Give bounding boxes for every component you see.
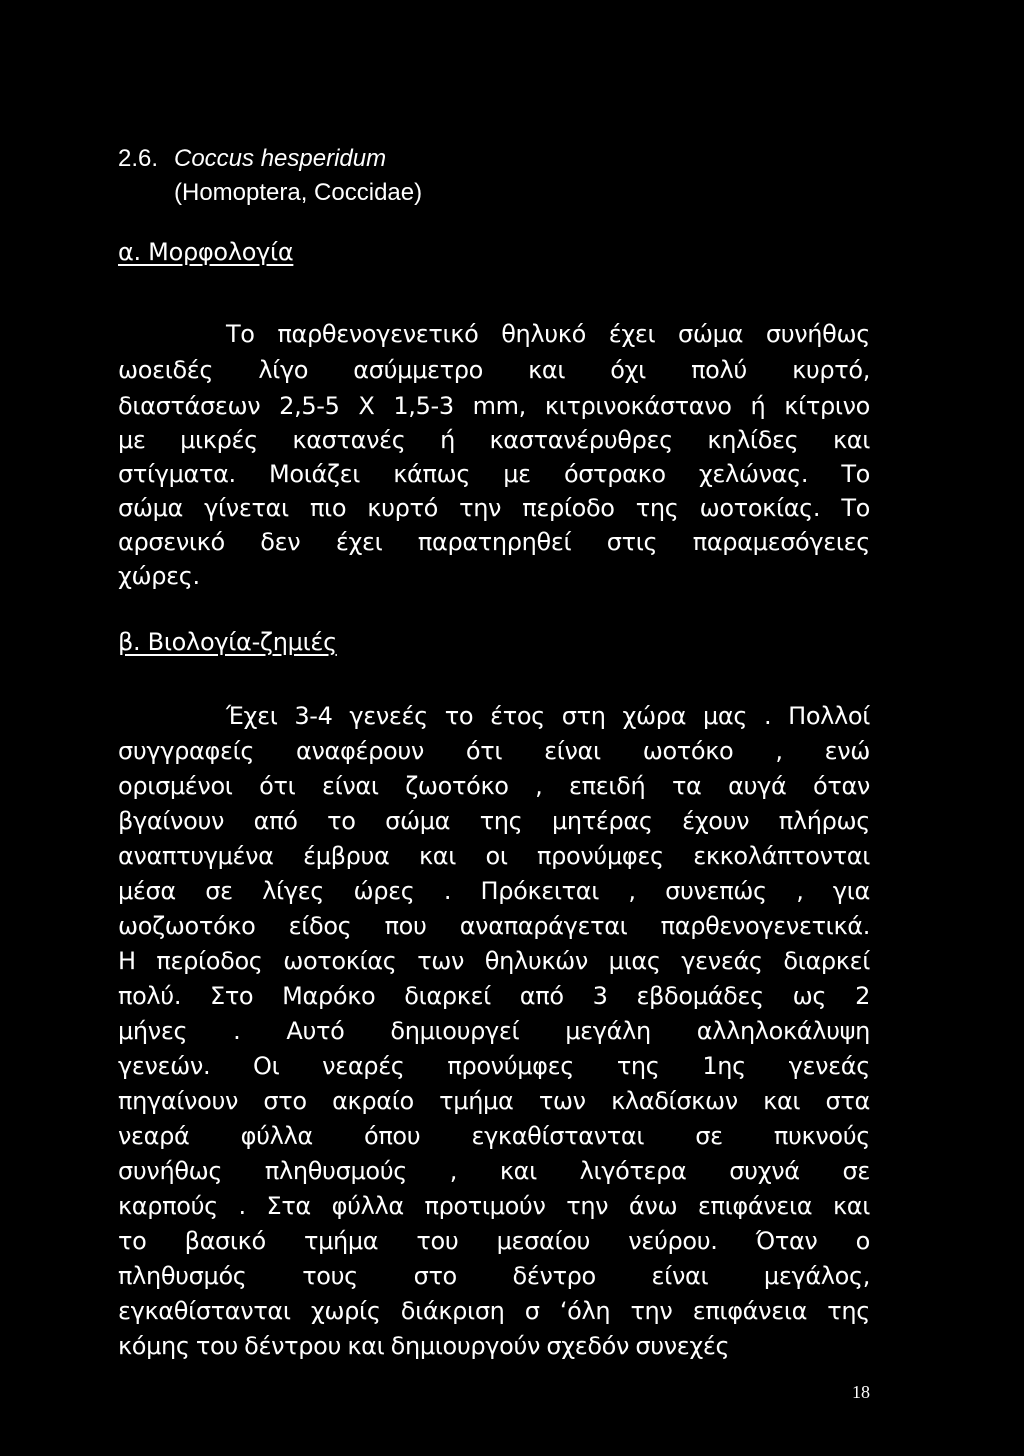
text-line: ωοζωοτόκο είδος που αναπαράγεται παρθενογενετικά. xyxy=(118,912,870,940)
section-number: 2.6. xyxy=(118,145,159,172)
text-line: μέσα σε λίγες ώρες . Πρόκειται , συνεπώς , για xyxy=(118,877,870,905)
text-line: γενεών. Οι νεαρές προνύμφες της 1ης γενεάς xyxy=(118,1052,870,1080)
text-line: διαστάσεων 2,5-5 Χ 1,5-3 mm, κιτρινοκάστανο ή κίτρινο xyxy=(118,392,870,420)
text-line: Το παρθενογενετικό θηλυκό έχει σώμα συνήθως xyxy=(226,320,870,348)
heading-line-1 xyxy=(118,142,422,176)
text-line: βγαίνουν από το σώμα της μητέρας έχουν πλήρως xyxy=(118,807,870,835)
text-line: Έχει 3-4 γενεές το έτος στη χώρα μας . Πολλοί xyxy=(226,702,870,730)
text-line: κόμης του δέντρου και δημιουργούν σχεδόν συνεχές xyxy=(118,1332,730,1360)
text-line: καρπούς . Στα φύλλα προτιμούν την άνω επιφάνεια και xyxy=(118,1192,870,1220)
text-line: συνήθως πληθυσμούς , και λιγότερα συχνά σε xyxy=(118,1157,870,1185)
species-name: Coccus hesperidum xyxy=(174,145,387,172)
text-line: σώμα γίνεται πιο κυρτό την περίοδο της ωοτοκίας. Το xyxy=(118,494,870,522)
text-line: νεαρά φύλλα όπου εγκαθίστανται σε πυκνούς xyxy=(118,1122,870,1150)
text-line: πηγαίνουν στο ακραίο τμήμα των κλαδίσκων και στα xyxy=(118,1087,870,1115)
text-line: πληθυσμός τους στο δέντρο είναι μεγάλος, xyxy=(118,1262,870,1290)
text-line: μήνες . Αυτό δημιουργεί μεγάλη αλληλοκάλυψη xyxy=(118,1017,870,1045)
morphology-title: α. Μορφολογία xyxy=(118,238,294,266)
text-line: συγγραφείς αναφέρουν ότι είναι ωοτόκο , ενώ xyxy=(118,737,870,765)
biology-damage-title: β. Βιολογία-ζημιές xyxy=(118,628,337,656)
text-line: στίγματα. Μοιάζει κάπως με όστρακο χελώνας. Το xyxy=(118,460,870,488)
text-line: εγκαθίστανται χωρίς διάκριση σ ‘όλη την επιφάνεια της xyxy=(118,1297,870,1325)
text-line: το βασικό τμήμα του μεσαίου νεύρου. Όταν ο xyxy=(118,1227,870,1255)
text-line: χώρες. xyxy=(118,562,200,590)
text-line: πολύ. Στο Μαρόκο διαρκεί από 3 εβδομάδες ως 2 xyxy=(118,982,870,1010)
text-line: Η περίοδος ωοτοκίας των θηλυκών μιας γενεάς διαρκεί xyxy=(118,947,870,975)
taxonomy-label: (Homoptera, Coccidae) xyxy=(174,179,423,206)
text-line: ωοειδές λίγο ασύμμετρο και όχι πολύ κυρτό, xyxy=(118,356,870,384)
page-number: 18 xyxy=(852,1382,870,1402)
text-line: ορισμένοι ότι είναι ζωοτόκο , επειδή τα αυγά όταν xyxy=(118,772,870,800)
text-line: αναπτυγμένα έμβρυα και οι προνύμφες εκκολάπτονται xyxy=(118,842,870,870)
text-line: με μικρές καστανές ή καστανέρυθρες κηλίδες και xyxy=(118,426,870,454)
text-line: αρσενικό δεν έχει παρατηρηθεί στις παραμεσόγειες xyxy=(118,528,870,556)
section-heading xyxy=(118,142,422,210)
